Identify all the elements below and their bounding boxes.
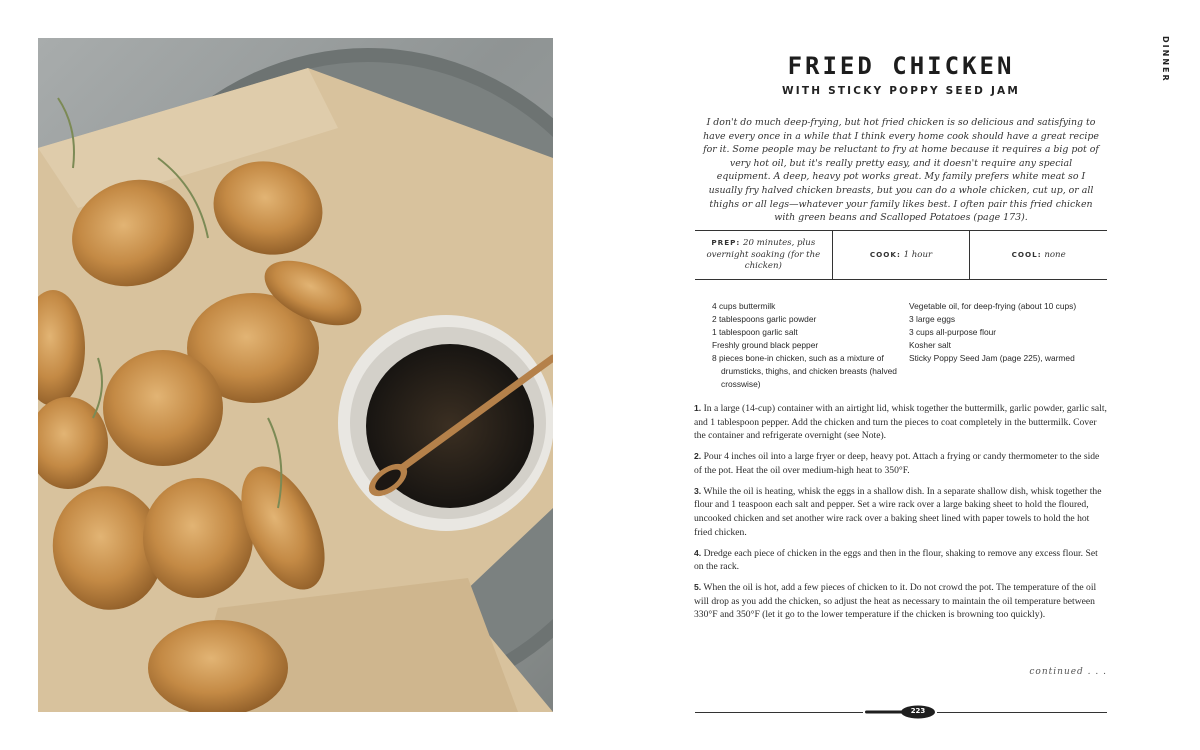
footer-rule-right [937, 712, 1107, 713]
ingredients-column-1 [712, 300, 909, 391]
prep-value: 20 minutes, plus overnight soaking (for the chicken) [706, 238, 821, 272]
cook-value: 1 hour [903, 249, 933, 260]
step-text: While the oil is heating, whisk the eggs in a shallow dish. In a separate shallow dish, whisk together the flour and 1 teaspoon each salt and pepper. Set a wire rack over a large baking sheet to hold the floured, uncooked chicken and set another wire rack over a baking sheet lined with paper towels to hold the hot fried chicken. [694, 485, 1102, 538]
prep-time [695, 231, 832, 279]
step [694, 450, 1108, 477]
list-item: Kosher salt [909, 340, 951, 350]
page-number: 223 [910, 707, 926, 715]
list-item: 2 tablespoons garlic powder [712, 314, 817, 324]
footer-rule-left [695, 712, 863, 713]
page-footer [695, 703, 1107, 721]
step-text: When the oil is hot, add a few pieces of chicken to it. Do not crowd the pot. The temperature of the oil will drop as you add the chicken, so adjust the heat as necessary to maintain the oil temperature between 330°F and 350°F (let it go to the lower temperature if the chicken is browning too quickly). [694, 582, 1097, 621]
recipe-photo [38, 38, 553, 712]
cool-label: COOL: [1011, 249, 1042, 259]
list-item: Freshly ground black pepper [712, 340, 819, 350]
step-number: 1. [694, 403, 702, 413]
list-item: Sticky Poppy Seed Jam (page 225), warmed [909, 353, 1075, 363]
cook-label: COOK: [869, 249, 901, 259]
step-number: 2. [694, 451, 702, 462]
cool-value: none [1044, 249, 1066, 260]
method-steps [694, 402, 1108, 629]
ingredients-list [712, 300, 1102, 391]
step-text: Pour 4 inches oil into a large fryer or deep, heavy pot. Attach a frying or candy thermometer to the side of the pot. Heat the oil over medium-high heat to 350°F. [694, 451, 1100, 476]
list-item: 3 cups all-purpose flour [909, 327, 997, 337]
list-item: 1 tablespoon garlic salt [712, 327, 798, 337]
step-text: Dredge each piece of chicken in the eggs and then in the flour, shaking to remove any excess flour. Set on the rack. [694, 547, 1098, 573]
step [694, 547, 1108, 574]
timing-table [695, 230, 1107, 280]
prep-label: PREP: [711, 238, 741, 248]
ingredients-column-2 [909, 300, 1102, 391]
cool-time [969, 231, 1107, 279]
list-item: 8 pieces bone-in chicken, such as a mixture of drumsticks, thighs, and chicken breasts (halved crosswise) [712, 353, 897, 389]
step [694, 402, 1108, 443]
fried-chicken-photo-illustration [38, 38, 553, 712]
section-tab: DINNER [1161, 36, 1170, 83]
list-item: 4 cups buttermilk [712, 301, 776, 311]
step [694, 581, 1108, 622]
step-number: 5. [694, 582, 702, 593]
cook-time [832, 231, 970, 279]
recipe-subtitle: WITH STICKY POPPY SEED JAM [781, 85, 1021, 97]
recipe-intro: I don't do much deep-frying, but hot fried chicken is so delicious and satisfying to have every once in a while that I think every home cook should have a great recipe for it. Some people may be reluctant to fry at home because it requires a big pot of very hot oil, but it's really pretty easy, and it doesn't require any special equipment. A deep, heavy pot works great. My family prefers white meat so I usually fry halved chicken breasts, but you can do a whole chicken, cut up, or all thighs or all legs—whatever your family likes best. I often pair this fried chicken with green beans and Scalloped Potatoes (page 173). [703, 117, 1099, 224]
recipe-title: FRIED CHICKEN [787, 52, 1015, 80]
step-text: In a large (14-cup) container with an airtight lid, whisk together the buttermilk, garlic powder, garlic salt, and 1 tablespoon pepper. Add the chicken and turn the pieces to coat completely in the buttermilk. Cover the container and refrigerate overnight (see Note). [694, 403, 1107, 442]
list-item: Vegetable oil, for deep-frying (about 10 cups) [909, 301, 1077, 311]
step-number: 3. [694, 485, 702, 496]
continued-note: continued . . . [1029, 667, 1107, 677]
list-item: 3 large eggs [909, 314, 956, 324]
step [694, 485, 1108, 539]
step-number: 4. [694, 547, 702, 558]
